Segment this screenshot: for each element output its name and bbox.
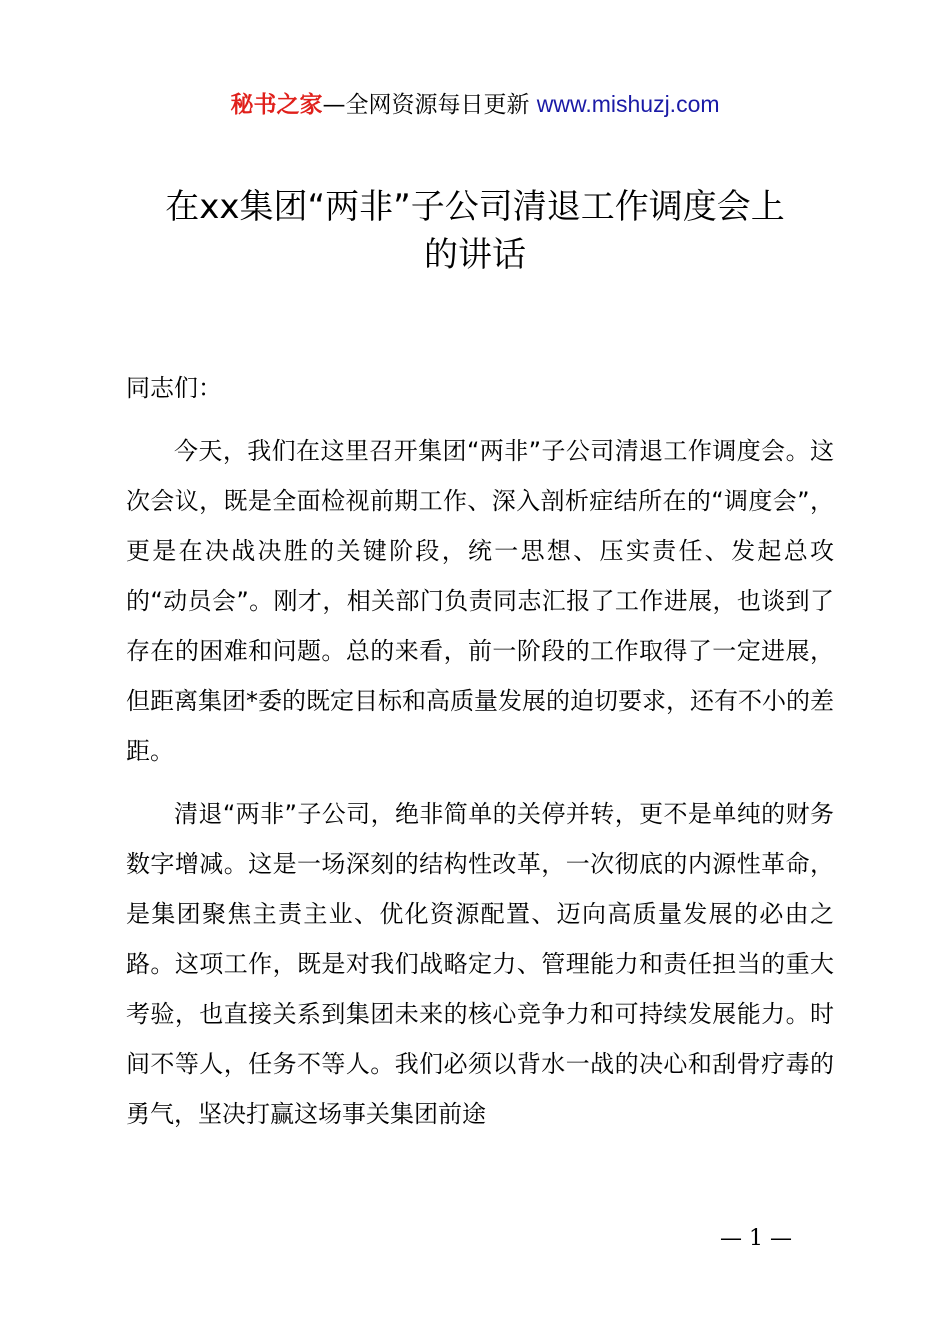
page-number: — 1 — bbox=[720, 1226, 792, 1251]
document-title bbox=[110, 183, 840, 279]
header-tagline: —全网资源每日更新 bbox=[322, 92, 537, 118]
title-line-2: 的讲话 bbox=[424, 235, 526, 275]
paragraph-2: 清退“两非”子公司，绝非简单的关停并转，更不是单纯的财务数字增减。这是一场深刻的结构性改革，一次彻底的内源性革命，是集团聚焦主责主业、优化资源配置、迈向高质量发展的必由之路。这项工作，既是对我们战略定力、管理能力和责任担当的重大考验，也直接关系到集团未来的核心竞争力和可持续发展能力。时间不等人，任务不等人。我们必须以背水一战的决心和刮骨疗毒的勇气，坚决打赢这场事关集团前途 bbox=[126, 800, 834, 1128]
site-url[interactable]: www.mishuzj.com bbox=[536, 91, 720, 117]
site-header bbox=[0, 88, 950, 121]
brand-name: 秘书之家 bbox=[230, 92, 323, 118]
salutation: 同志们： bbox=[126, 374, 222, 402]
document-body bbox=[126, 363, 834, 1152]
title-line-1: 在xx集团“两非”子公司清退工作调度会上 bbox=[165, 187, 785, 227]
paragraph-1: 今天，我们在这里召开集团“两非”子公司清退工作调度会。这次会议，既是全面检视前期工作、深入剖析症结所在的“调度会”，更是在决战决胜的关键阶段，统一思想、压实责任、发起总攻的“动员会”。刚才，相关部门负责同志汇报了工作进展，也谈到了存在的困难和问题。总的来看，前一阶段的工作取得了一定进展，但距离集团*委的既定目标和高质量发展的迫切要求，还有不小的差距。 bbox=[126, 437, 834, 765]
